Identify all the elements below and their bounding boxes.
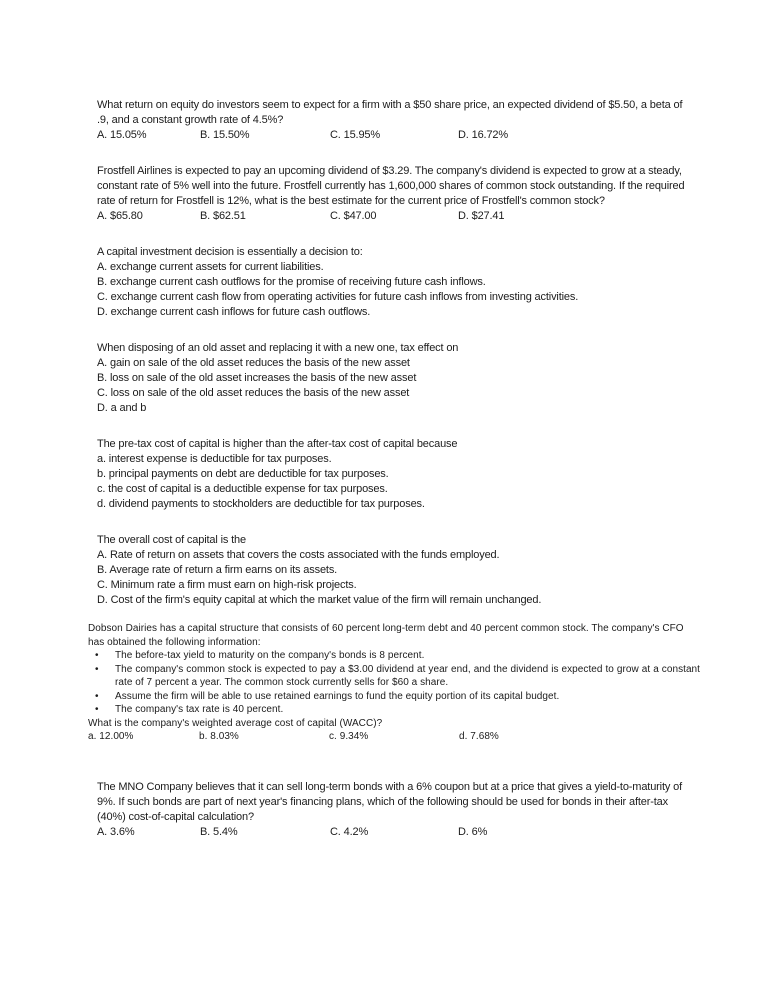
choice-a: A. Rate of return on assets that covers the costs associated with the funds employed. xyxy=(97,549,500,561)
question-1 xyxy=(97,98,690,143)
bullet-item: • Assume the firm will be able to use retained earnings to fund the equity portion of its capital budget. xyxy=(88,690,700,704)
choice-a: A. exchange current assets for current liabilities. xyxy=(97,261,324,273)
question-6 xyxy=(97,533,690,608)
choice-b: B. $62.51 xyxy=(200,210,246,222)
choice-d: D. $27.41 xyxy=(458,210,505,222)
choice-a: A. gain on sale of the old asset reduces the basis of the new asset xyxy=(97,357,410,369)
choice-a: a. interest expense is deductible for tax purposes. xyxy=(97,453,332,465)
choice-a: A. 15.05% xyxy=(97,129,147,141)
bullet-item: • The company's tax rate is 40 percent. xyxy=(88,703,700,717)
question-stem: The MNO Company believes that it can sell long-term bonds with a 6% coupon but at a price that gives a yield-to-maturity of 9%. If such bonds are part of next year's financing plans, which of the following should be used for bonds in their after-tax (40%) cost-of-capital calculation? xyxy=(97,780,683,823)
bullet-list xyxy=(88,649,700,717)
bullet-item: • The before-tax yield to maturity on the company's bonds is 8 percent. xyxy=(88,649,700,663)
choice-list xyxy=(97,548,690,608)
question-8 xyxy=(97,780,690,840)
choice-d: D. exchange current cash inflows for future cash outflows. xyxy=(97,306,371,318)
choice-row xyxy=(88,730,700,744)
choice-c: C. $47.00 xyxy=(330,210,377,222)
choice-row xyxy=(97,825,690,840)
choice-b: b. principal payments on debt are deductible for tax purposes. xyxy=(97,468,389,480)
question-2 xyxy=(97,164,690,224)
choice-d: d. 7.68% xyxy=(459,731,499,742)
choice-d: D. 16.72% xyxy=(458,129,509,141)
choice-b: B. exchange current cash outflows for the promise of receiving future cash inflows. xyxy=(97,276,486,288)
question-stem: Dobson Dairies has a capital structure that consists of 60 percent long-term debt and 40 percent common stock. The company's CFO has obtained the following information: xyxy=(88,623,684,648)
question-4 xyxy=(97,341,690,416)
choice-b: B. Average rate of return a firm earns on its assets. xyxy=(97,564,338,576)
question-stem: When disposing of an old asset and replacing it with a new one, tax effect on xyxy=(97,342,459,354)
choice-c: C. loss on sale of the old asset reduces the basis of the new asset xyxy=(97,387,410,399)
choice-b: B. loss on sale of the old asset increases the basis of the new asset xyxy=(97,372,417,384)
question-7 xyxy=(88,622,700,744)
question-stem: Frostfell Airlines is expected to pay an upcoming dividend of $3.29. The company's dividend is expected to grow at a steady, constant rate of 5% well into the future. Frostfell currently has 1,600,000 shares of common stock outstanding. If the required rate of return for Frostfell is 12%, what is the best estimate for the current price of Frostfell's common stock? xyxy=(97,165,685,207)
choice-list xyxy=(97,356,690,416)
bullet-item: • The company's common stock is expected to pay a $3.00 dividend at year end, and the dividend is expected to grow at a constant rate of 7 percent a year. The common stock currently sells for $60 a share. xyxy=(88,663,700,690)
choice-c: c. the cost of capital is a deductible expense for tax purposes. xyxy=(97,483,388,495)
choice-b: B. 15.50% xyxy=(200,129,250,141)
choice-b: B. 5.4% xyxy=(200,825,238,838)
choice-list xyxy=(97,452,690,512)
choice-d: d. dividend payments to stockholders are deductible for tax purposes. xyxy=(97,498,425,510)
choice-c: C. exchange current cash flow from operating activities for future cash inflows from investing activities. xyxy=(97,291,579,303)
choice-c: C. 15.95% xyxy=(330,129,381,141)
choice-c: C. 4.2% xyxy=(330,825,369,838)
choice-a: A. 3.6% xyxy=(97,825,135,838)
choice-d: D. Cost of the firm's equity capital at which the market value of the firm will remain unchanged. xyxy=(97,594,542,606)
choice-d: D. a and b xyxy=(97,402,147,414)
choice-b: b. 8.03% xyxy=(199,731,239,742)
question-5 xyxy=(97,437,690,512)
choice-row xyxy=(97,209,690,224)
question-3 xyxy=(97,245,690,320)
choice-c: C. Minimum rate a firm must earn on high-risk projects. xyxy=(97,579,357,591)
question-stem: A capital investment decision is essentially a decision to: xyxy=(97,246,363,258)
choice-a: a. 12.00% xyxy=(88,731,134,742)
question-stem: What return on equity do investors seem to expect for a firm with a $50 share price, an expected dividend of $5.50, a beta of .9, and a constant growth rate of 4.5%? xyxy=(97,99,683,126)
choice-list xyxy=(97,260,690,320)
question-followup: What is the company's weighted average cost of capital (WACC)? xyxy=(88,717,383,729)
choice-c: c. 9.34% xyxy=(329,731,369,742)
choice-row xyxy=(97,128,690,143)
choice-d: D. 6% xyxy=(458,825,488,838)
question-stem: The pre-tax cost of capital is higher than the after-tax cost of capital because xyxy=(97,438,458,450)
choice-a: A. $65.80 xyxy=(97,210,143,222)
question-stem: The overall cost of capital is the xyxy=(97,534,246,546)
